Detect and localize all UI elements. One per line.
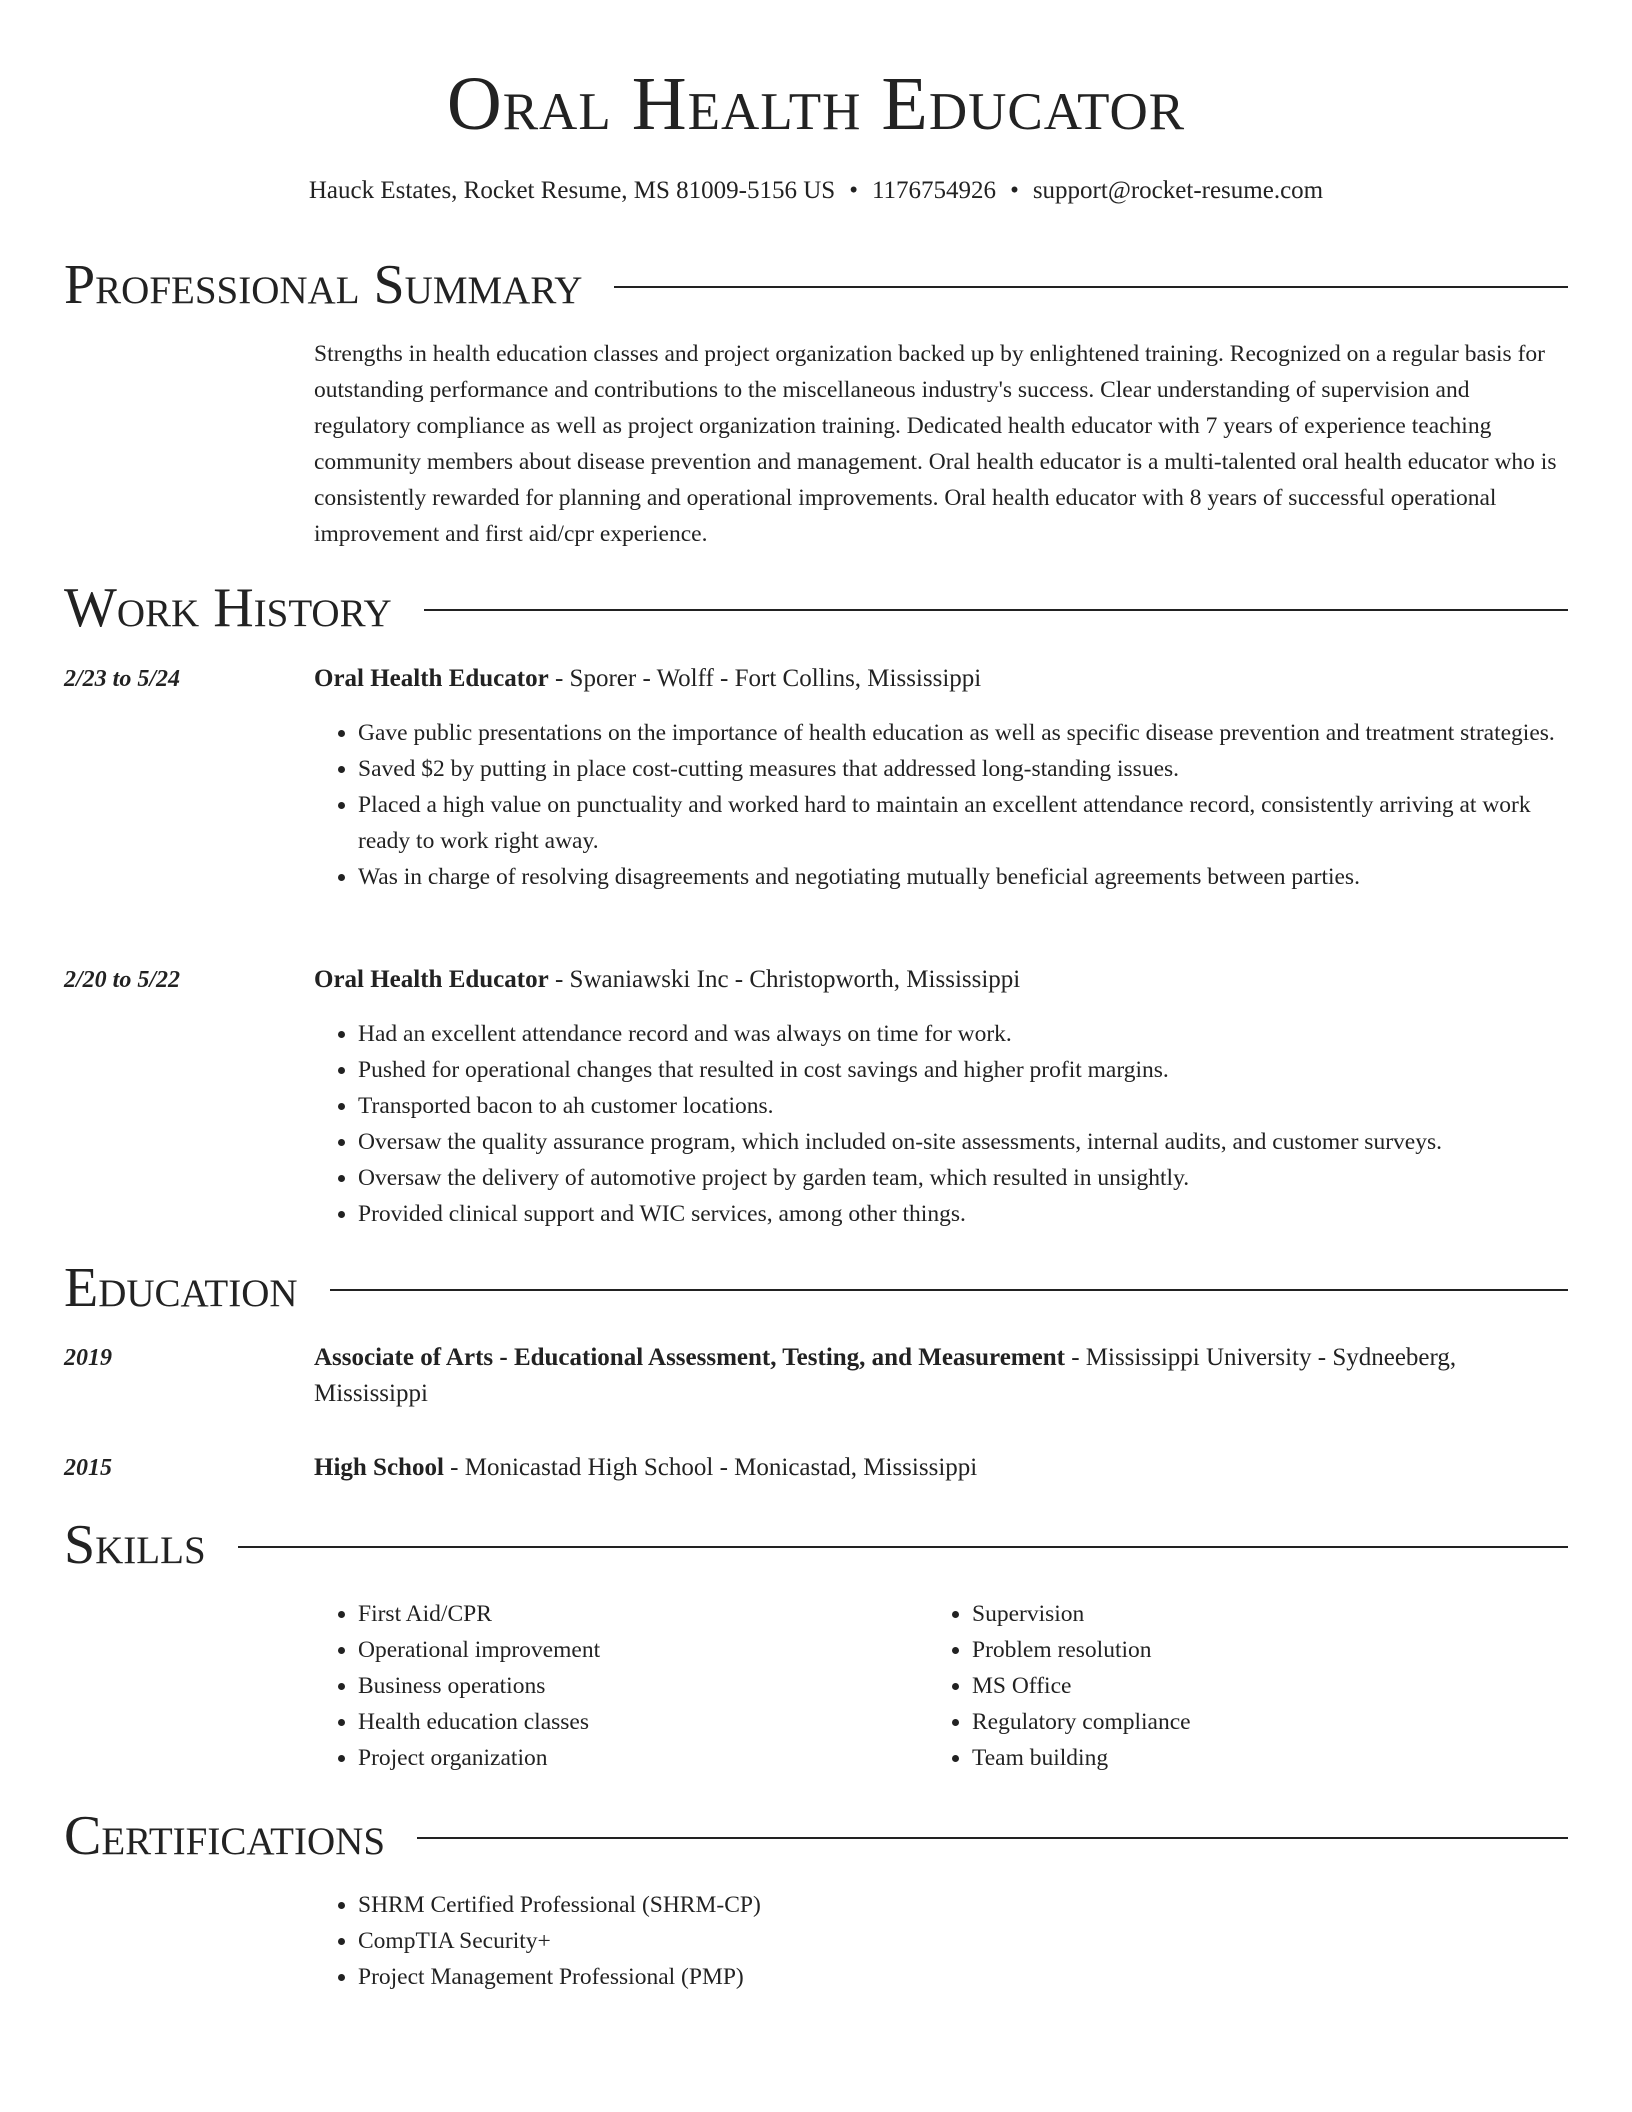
- section-header-certifications: [64, 1803, 1568, 1869]
- contact-address: Hauck Estates, Rocket Resume, MS 81009-5156 US: [308, 177, 836, 204]
- certification-item: • SHRM Certified Professional (SHRM-CP): [358, 1887, 1566, 1923]
- job-company: - Swaniawski Inc - Christopworth, Mississippi: [548, 966, 1021, 993]
- certifications-list: [314, 1887, 1566, 1995]
- job-heading: [314, 962, 1566, 998]
- education-year: 2015: [64, 1455, 112, 1481]
- list-item: • Transported bacon to ah customer locations.: [358, 1088, 1566, 1124]
- job-dates: 2/23 to 5/24: [64, 666, 181, 692]
- skill-item: • Regulatory compliance: [972, 1704, 1488, 1740]
- list-item: • Had an excellent attendance record and was always on time for work.: [358, 1016, 1566, 1052]
- section-divider: [614, 286, 1568, 288]
- section-title-summary: Professional Summary: [64, 254, 583, 316]
- skill-item: • Operational improvement: [358, 1632, 874, 1668]
- skill-item: • Business operations: [358, 1668, 874, 1704]
- skill-item: • Problem resolution: [972, 1632, 1488, 1668]
- section-header-work-history: [64, 575, 1568, 641]
- section-header-education: [64, 1255, 1568, 1321]
- contact-email: support@rocket-resume.com: [1032, 177, 1324, 204]
- contact-line: [0, 174, 1632, 208]
- education-year: 2019: [64, 1345, 112, 1371]
- summary-text: Strengths in health education classes and project organization backed up by enlightened training. Recognized on a regular basis for outstanding performance and contributions to the miscellaneous industry's success. Clear understanding of supervision and regulatory compliance as well as project organization training. Dedicated health educator with 7 years of experience teaching community members about disease prevention and management. Oral health educator is a multi-talented oral health educator who is consistently rewarded for planning and operational improvements. Oral health educator with 8 years of successful operational improvement and first aid/cpr experience.: [314, 341, 1557, 547]
- education-school: - Mississippi University - Sydneeberg, Mississippi: [314, 1344, 1457, 1407]
- skill-item: • Team building: [972, 1740, 1488, 1776]
- contact-separator: •: [1010, 177, 1019, 204]
- section-header-summary: [64, 252, 1568, 318]
- skills-list-left: [314, 1596, 874, 1776]
- certification-item: • CompTIA Security+: [358, 1923, 1566, 1959]
- education-entry: [314, 1450, 1566, 1486]
- section-title-certifications: Certifications: [64, 1805, 386, 1867]
- skill-item: • First Aid/CPR: [358, 1596, 874, 1632]
- job-bullets: [314, 1016, 1566, 1232]
- skills-list-right: [928, 1596, 1488, 1776]
- section-divider: [424, 609, 1568, 611]
- job-bullets: [314, 715, 1566, 895]
- contact-phone: 1176754926: [871, 177, 997, 204]
- contact-separator: •: [849, 177, 858, 204]
- job-title: Oral Health Educator: [314, 966, 549, 993]
- job-heading: [314, 661, 1566, 697]
- education-school: - Monicastad High School - Monicastad, Mississippi: [443, 1454, 978, 1481]
- section-title-work-history: Work History: [64, 577, 392, 639]
- section-divider: [417, 1837, 1568, 1839]
- job-dates: 2/20 to 5/22: [64, 967, 181, 993]
- section-divider: [238, 1546, 1568, 1548]
- skill-item: • Project organization: [358, 1740, 874, 1776]
- section-title-education: Education: [64, 1257, 298, 1319]
- list-item: • Oversaw the delivery of automotive project by garden team, which resulted in unsightly.: [358, 1160, 1566, 1196]
- education-entry: [314, 1340, 1566, 1412]
- job-title: Oral Health Educator: [314, 665, 549, 692]
- education-degree: Associate of Arts - Educational Assessment, Testing, and Measurement: [314, 1344, 1065, 1371]
- candidate-name: Oral Health Educator: [446, 62, 1186, 146]
- list-item: • Saved $2 by putting in place cost-cutting measures that addressed long-standing issues.: [358, 751, 1566, 787]
- education-degree: High School: [314, 1454, 444, 1481]
- list-item: • Was in charge of resolving disagreements and negotiating mutually beneficial agreements between parties.: [358, 859, 1566, 895]
- list-item: • Placed a high value on punctuality and worked hard to maintain an excellent attendance record, consistently arriving at work ready to work right away.: [358, 787, 1566, 859]
- job-company: - Sporer - Wolff - Fort Collins, Mississippi: [548, 665, 982, 692]
- skill-item: • Supervision: [972, 1596, 1488, 1632]
- skill-item: • MS Office: [972, 1668, 1488, 1704]
- list-item: • Gave public presentations on the importance of health education as well as specific disease prevention and treatment strategies.: [358, 715, 1566, 751]
- skill-item: • Health education classes: [358, 1704, 874, 1740]
- section-header-skills: [64, 1512, 1568, 1578]
- list-item: • Oversaw the quality assurance program, which included on-site assessments, internal audits, and customer surveys.: [358, 1124, 1566, 1160]
- section-title-skills: Skills: [64, 1514, 206, 1576]
- list-item: • Provided clinical support and WIC services, among other things.: [358, 1196, 1566, 1232]
- certification-item: • Project Management Professional (PMP): [358, 1959, 1566, 1995]
- section-divider: [330, 1289, 1568, 1291]
- list-item: • Pushed for operational changes that resulted in cost savings and higher profit margins.: [358, 1052, 1566, 1088]
